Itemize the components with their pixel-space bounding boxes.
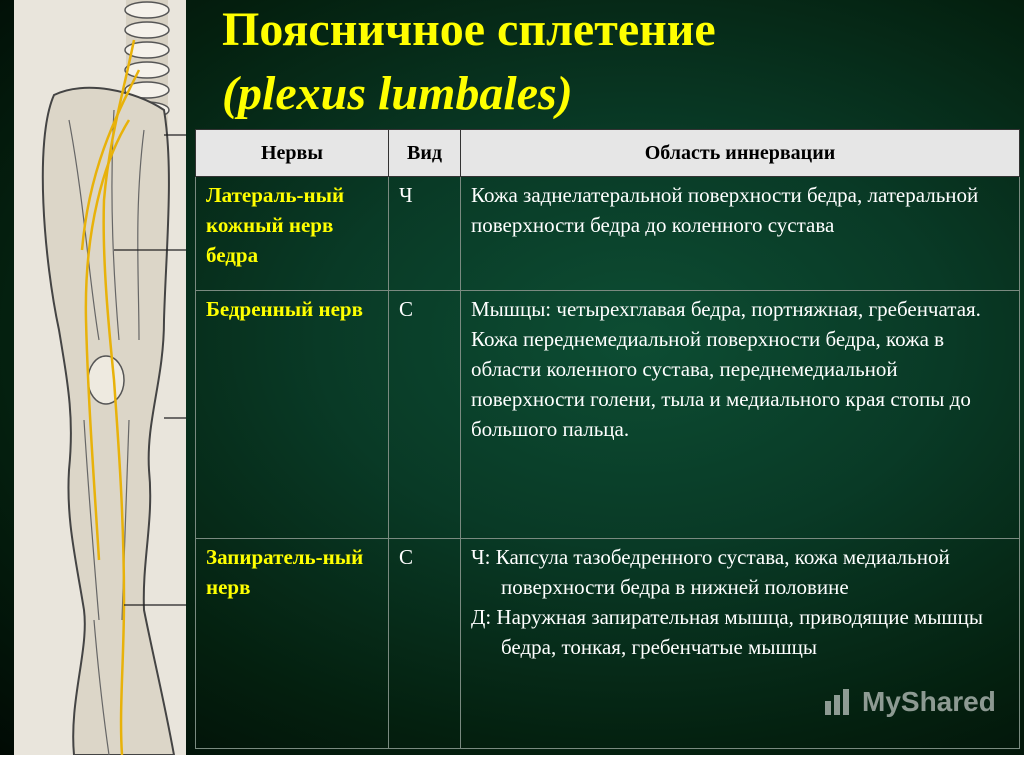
page-title: Поясничное сплетение: [222, 3, 716, 56]
innervation-area: [461, 291, 1020, 539]
nerve-table: [195, 129, 1020, 749]
table-header-row: [196, 130, 1020, 177]
table-row: [196, 177, 1020, 291]
area-text: Ч: Капсула тазобедренного сустава, кожа медиальной поверхности бедра в нижней половине: [471, 545, 950, 599]
header-nerves: Нервы: [196, 130, 389, 177]
nerve-name: Латераль-ный кожный нерв бедра: [196, 177, 389, 291]
table-row: [196, 291, 1020, 539]
nerve-type: Ч: [389, 177, 461, 291]
area-text: Кожа переднемедиальной поверхности бедра, кожа в области коленного сустава, переднемедиальной поверхности голени, тыла и медиального края стопы до большого пальца.: [471, 327, 971, 441]
area-text: Мышцы: четырехглавая бедра, портняжная, гребенчатая.: [471, 297, 981, 321]
watermark: [822, 686, 996, 718]
leg-anatomy-illustration: [14, 0, 186, 755]
nerve-name: Запиратель-ный нерв: [196, 539, 389, 749]
myshared-logo-icon: [822, 687, 858, 717]
innervation-area: [461, 177, 1020, 291]
header-area: Область иннервации: [461, 130, 1020, 177]
header-type: Вид: [389, 130, 461, 177]
leg-nerves-drawing: [14, 0, 186, 755]
area-text: Д: Наружная запирательная мышца, приводящие мышцы бедра, тонкая, гребенчатые мышцы: [471, 605, 983, 659]
nerve-type: С: [389, 539, 461, 749]
watermark-text: MyShared: [862, 686, 996, 717]
page-subtitle: (plexus lumbales): [222, 67, 573, 120]
nerve-type: С: [389, 291, 461, 539]
area-text: Кожа заднелатеральной поверхности бедра, латеральной поверхности бедра до коленного сустава: [471, 183, 979, 237]
nerve-name: Бедренный нерв: [196, 291, 389, 539]
